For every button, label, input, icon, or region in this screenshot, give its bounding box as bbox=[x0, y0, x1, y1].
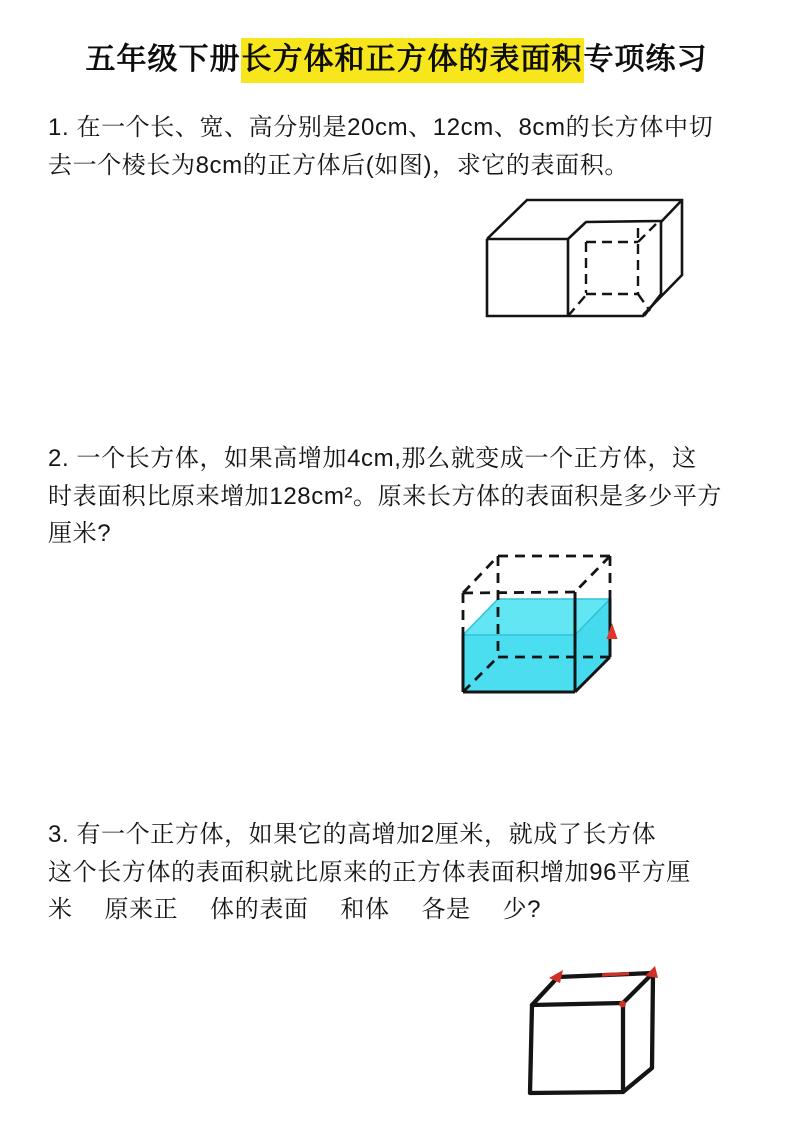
problem-1-line-1: 1. 在一个长、宽、高分别是20cm、12cm、8cm的长方体中切 bbox=[48, 114, 714, 141]
title-prefix: 五年级下册 bbox=[85, 43, 241, 76]
cube-cutout-hidden-edges bbox=[568, 224, 656, 316]
figure-cube-with-red-marks bbox=[516, 960, 666, 1104]
problem-2-line-1: 2. 一个长方体，如果高增加4cm,那么就变成一个正方体，这 bbox=[48, 445, 697, 472]
problem-1-line-2: 去一个棱长为8cm的正方体后(如图)，求它的表面积。 bbox=[48, 151, 629, 179]
problem-2 bbox=[48, 440, 768, 553]
cube-solid-edges bbox=[530, 973, 653, 1093]
title-highlight: 长方体和正方体的表面积 bbox=[241, 38, 584, 83]
problem-3-line-2: 这个长方体的表面积就比原来的正方体表面积增加96平方厘 bbox=[48, 858, 691, 886]
figure-cuboid-with-cube-cutout bbox=[478, 188, 702, 330]
figure-water-filled-cuboid bbox=[452, 546, 622, 702]
problem-2-line-3: 厘米? bbox=[48, 520, 112, 547]
problem-3-line-1: 3. 有一个正方体，如果它的高增加2厘米，就成了长方体 bbox=[48, 821, 657, 848]
problem-1 bbox=[48, 109, 768, 184]
problem-2-line-2: 时表面积比原来增加128cm²。原来长方体的表面积是多少平方 bbox=[48, 482, 723, 510]
page-title bbox=[0, 38, 793, 82]
problem-3 bbox=[48, 816, 768, 929]
title-suffix: 专项练习 bbox=[583, 43, 708, 76]
problem-3-line-3: 米 原来正 体的表面 和体 各是 少? bbox=[48, 896, 542, 923]
cuboid-solid-edges bbox=[487, 200, 682, 316]
